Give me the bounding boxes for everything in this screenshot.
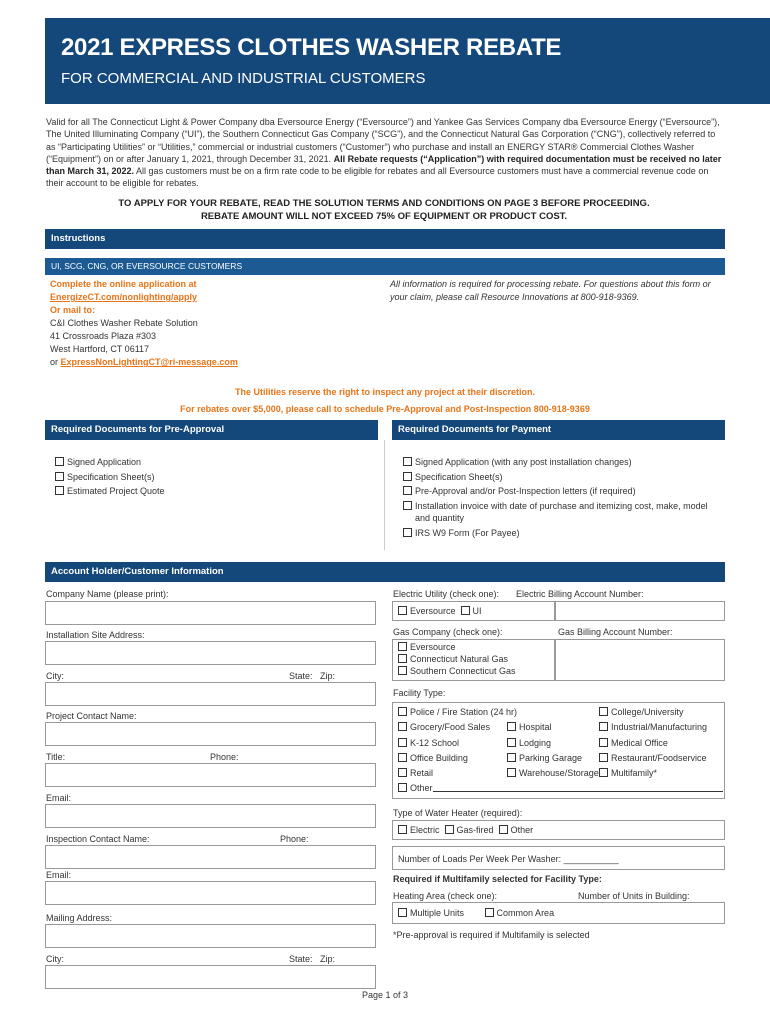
checkbox[interactable] — [403, 501, 412, 510]
checkbox[interactable] — [403, 457, 412, 466]
company-name-label: Company Name (please print): — [46, 589, 169, 599]
mail-address-line-3: West Hartford, CT 06117 — [50, 344, 150, 354]
facility-col-3: College/University Industrial/Manufacturing Medical Office Restaurant/Foodservice Multifamily* — [599, 705, 707, 781]
company-name-field[interactable] — [45, 601, 376, 625]
electric-account-label: Electric Billing Account Number: — [516, 589, 644, 599]
electric-utility-label: Electric Utility (check one): — [393, 589, 500, 599]
intro-deadline: All Rebate requests (“Application”) with required documentation must be received no later than March 31, 2022. — [46, 153, 722, 177]
multiple-units-checkbox[interactable] — [398, 908, 407, 917]
or-mail-label: Or mail to: — [50, 305, 96, 315]
mailing-zip-label: Zip: — [320, 954, 336, 964]
loads-label: Number of Loads Per Week Per Washer: ___________ — [398, 854, 619, 864]
inspection-contact-label: Inspection Contact Name: — [46, 834, 150, 844]
gas-option-list: Eversource Connecticut Natural Gas Southern Connecticut Gas — [398, 641, 516, 677]
gas-account-field[interactable] — [555, 639, 725, 681]
mailing-address-field[interactable] — [45, 924, 376, 948]
water-heater-label: Type of Water Heater (required): — [393, 808, 523, 818]
preapproval-list — [55, 455, 375, 499]
units-label: Number of Units in Building: — [578, 891, 690, 901]
common-area-checkbox[interactable] — [485, 908, 494, 917]
project-contact-field[interactable] — [45, 722, 376, 746]
inspection-notice: The Utilities reserve the right to inspect any project at their discretion. — [234, 387, 536, 397]
payment-list — [403, 455, 718, 540]
preapproval-notice: For rebates over $5,000, please call to schedule Pre-Approval and Post-Inspection 800-918-9369 — [180, 404, 590, 414]
checkbox[interactable] — [507, 768, 516, 777]
inspection-contact-field[interactable] — [45, 845, 376, 869]
inspection-phone-label: Phone: — [280, 834, 309, 844]
preapproval-item[interactable]: Specification Sheet(s) — [55, 470, 375, 485]
gas-company-label: Gas Company (check one): — [393, 627, 503, 637]
inspection-email-label: Email: — [46, 870, 72, 880]
email-link[interactable]: ExpressNonLightingCT@ri-message.com — [60, 357, 238, 367]
processing-note: All information is required for processing rebate. For questions about this form or your claim, please call Resource Innovations at 800-918-9369. — [390, 279, 711, 302]
project-contact-label: Project Contact Name: — [46, 711, 137, 721]
mailing-state-label: State: — [289, 954, 313, 964]
checkbox[interactable] — [599, 722, 608, 731]
title-label: Title: — [46, 752, 66, 762]
intro-text-2: All gas customers must be on a firm rate code to be eligible for rebates and all Eversource customers must have a commercial revenue code on their account to be eligible for rebates. — [46, 166, 709, 189]
ui-checkbox[interactable] — [461, 606, 470, 615]
instructions-block — [50, 278, 380, 369]
city-state-zip-field[interactable] — [45, 682, 376, 706]
header-banner — [45, 18, 770, 104]
checkbox[interactable] — [599, 753, 608, 762]
facility-col-2: Hospital Lodging Parking Garage Warehouse/Storage — [507, 720, 599, 781]
checkbox[interactable] — [398, 768, 407, 777]
eversource-gas-checkbox[interactable] — [398, 642, 407, 651]
title-phone-field[interactable] — [45, 763, 376, 787]
email-field[interactable] — [45, 804, 376, 828]
inspection-email-field[interactable] — [45, 881, 376, 905]
mail-address-line-2: 41 Crossroads Plaza #303 — [50, 331, 157, 341]
intro-paragraph — [46, 116, 722, 190]
email-label: Email: — [46, 793, 72, 803]
checkbox[interactable] — [398, 707, 407, 716]
facility-type-label: Facility Type: — [393, 688, 446, 698]
other-blank[interactable] — [433, 791, 723, 792]
checkbox[interactable] — [599, 707, 608, 716]
electric-account-field[interactable] — [555, 601, 725, 621]
checkbox[interactable] — [507, 753, 516, 762]
or-text: or — [50, 357, 61, 367]
mailing-address-label: Mailing Address: — [46, 913, 113, 923]
apply-line-2: REBATE AMOUNT WILL NOT EXCEED 75% OF EQUIPMENT OR PRODUCT COST. — [200, 211, 568, 222]
electric-checkbox[interactable] — [398, 825, 407, 834]
payment-item[interactable]: Installation invoice with date of purchase and itemizing cost, make, model and quantity — [403, 500, 718, 525]
scg-checkbox[interactable] — [398, 666, 407, 675]
form-title: 2021 EXPRESS CLOTHES WASHER REBATE — [61, 34, 562, 61]
checkbox[interactable] — [599, 738, 608, 747]
checkbox[interactable] — [55, 486, 64, 495]
other-checkbox[interactable] — [499, 825, 508, 834]
preapproval-item[interactable]: Signed Application — [55, 455, 375, 470]
intro-text: Valid for all The Connecticut Light & Power Company dba Eversource Energy (“Eversource”) and Yankee Gas Services Company dba Eversource Energy (“Eversource”), The United Illuminating Company (“UI”), the Southern Connecticut Gas Company (“SCG”), and the Connecticut Natural Gas Corporation (“CNG”), collectively referred to as “Participating Utilities” or “Utilities,” commercial or industrial customers (“Customer”) who purchase and install an ENERGY STAR® Commercial Clothes Washer (“Equipment”) on or after January 1, 2021, through December 31, 2021. — [46, 117, 720, 164]
payment-heading: Required Documents for Payment — [392, 420, 725, 440]
account-heading: Account Holder/Customer Information — [45, 562, 725, 582]
page-number: Page 1 of 3 — [361, 990, 409, 1000]
checkbox[interactable] — [398, 753, 407, 762]
checkbox[interactable] — [403, 528, 412, 537]
heating-area-label: Heating Area (check one): — [393, 891, 498, 901]
zip-label: Zip: — [320, 671, 336, 681]
checkbox[interactable] — [403, 472, 412, 481]
multifamily-label: Required if Multifamily selected for Facility Type: — [393, 874, 602, 884]
complete-online-text: Complete the online application at — [50, 279, 197, 289]
phone-label: Phone: — [210, 752, 239, 762]
payment-item[interactable]: Signed Application (with any post installation changes) — [403, 455, 718, 470]
form-subtitle: FOR COMMERCIAL AND INDUSTRIAL CUSTOMERS — [61, 70, 426, 87]
heating-area-options: Multiple Units Common Area — [398, 906, 554, 921]
checkbox[interactable] — [398, 783, 407, 792]
mailing-city-label: City: — [46, 954, 64, 964]
install-address-label: Installation Site Address: — [46, 630, 145, 640]
preapproval-item[interactable]: Estimated Project Quote — [55, 484, 375, 499]
payment-item[interactable]: Pre-Approval and/or Post-Inspection letters (if required) — [403, 484, 718, 499]
install-address-field[interactable] — [45, 641, 376, 665]
checkbox[interactable] — [403, 486, 412, 495]
divider — [384, 440, 385, 550]
apply-notice — [46, 197, 722, 223]
electric-option-row: Eversource UI — [398, 604, 482, 619]
checkbox[interactable] — [599, 768, 608, 777]
preapproval-heading: Required Documents for Pre-Approval — [45, 420, 378, 440]
online-application-link[interactable]: EnergizeCT.com/nonlighting/apply — [50, 292, 198, 302]
mail-address-line-1: C&I Clothes Washer Rebate Solution — [50, 318, 198, 328]
facility-col-1: Police / Fire Station (24 hr) Grocery/Food Sales K-12 School Office Building Retail Other — [398, 705, 723, 797]
checkbox[interactable] — [398, 738, 407, 747]
customers-subheading: UI, SCG, CNG, OR EVERSOURCE CUSTOMERS — [45, 258, 725, 275]
payment-item[interactable]: Specification Sheet(s) — [403, 470, 718, 485]
instructions-heading: Instructions — [45, 229, 725, 249]
checkbox[interactable] — [507, 738, 516, 747]
city-label: City: — [46, 671, 64, 681]
cng-checkbox[interactable] — [398, 654, 407, 663]
payment-item[interactable]: IRS W9 Form (For Payee) — [403, 526, 718, 541]
checkbox[interactable] — [55, 472, 64, 481]
loads-blank[interactable]: ___________ — [563, 854, 619, 864]
mailing-city-state-zip-field[interactable] — [45, 965, 376, 989]
gas-fired-checkbox[interactable] — [445, 825, 454, 834]
state-label: State: — [289, 671, 313, 681]
multifamily-note: *Pre-approval is required if Multifamily is selected — [393, 930, 590, 940]
water-heater-options: Electric Gas-fired Other — [398, 823, 533, 838]
checkbox[interactable] — [55, 457, 64, 466]
checkbox[interactable] — [507, 722, 516, 731]
apply-line-1: TO APPLY FOR YOUR REBATE, READ THE SOLUTION TERMS AND CONDITIONS ON PAGE 3 BEFORE PROCEEDING. — [118, 198, 650, 209]
checkbox[interactable] — [398, 722, 407, 731]
eversource-electric-checkbox[interactable] — [398, 606, 407, 615]
gas-account-label: Gas Billing Account Number: — [558, 627, 673, 637]
